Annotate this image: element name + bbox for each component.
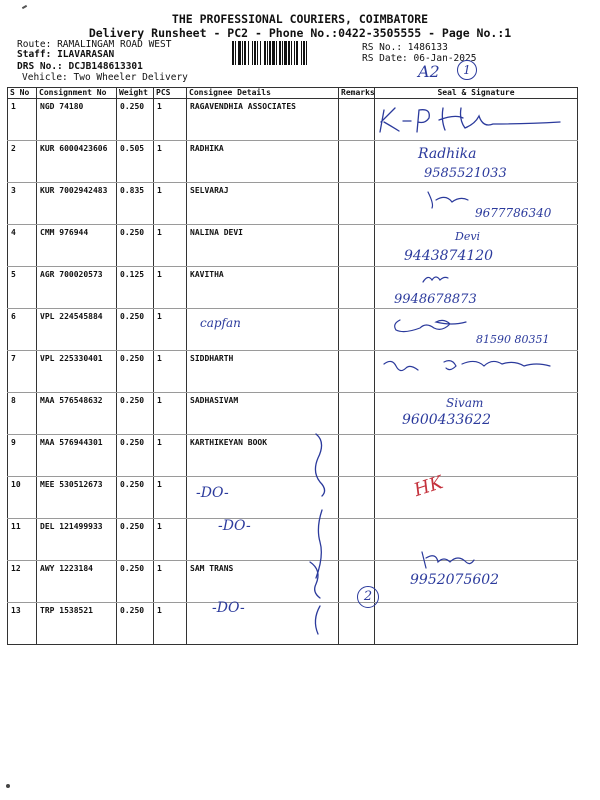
page-circle-text: 1 (463, 63, 471, 77)
table-row (8, 393, 578, 435)
count-circle-text: 2 (363, 589, 373, 604)
row-remarks (339, 267, 375, 309)
row-remarks (339, 183, 375, 225)
row-weight: 0.250 (117, 477, 154, 519)
row-pcs: 1 (154, 519, 187, 561)
row-sno: 8 (8, 393, 37, 435)
table-row (8, 603, 578, 645)
row-consignee: KAVITHA (187, 267, 339, 309)
row-remarks (339, 435, 375, 477)
column-header-remarks: Remarks (339, 88, 375, 99)
column-header-signature: Seal & Signature (375, 88, 578, 99)
row-consignment-no: KUR 7002942483 (37, 183, 117, 225)
row-pcs: 1 (154, 603, 187, 645)
row-pcs: 1 (154, 477, 187, 519)
row-remarks (339, 141, 375, 183)
row-signature (375, 603, 578, 645)
row-pcs: 1 (154, 225, 187, 267)
handwritten-name-row2: Radhika (418, 146, 477, 162)
row-sno: 11 (8, 519, 37, 561)
row-weight: 0.250 (117, 435, 154, 477)
table-row (8, 435, 578, 477)
handwritten-consignee-row6: capfan (200, 316, 241, 330)
row-consignee: NALINA DEVI (187, 225, 339, 267)
handwritten-phone-row7: 81590 80351 (476, 333, 550, 346)
row-consignment-no: VPL 224545884 (37, 309, 117, 351)
table-row (8, 267, 578, 309)
column-header-sno: S No (8, 88, 37, 99)
handwritten-phone-row5: 9443874120 (404, 248, 494, 264)
bracket-rows-12-13 (306, 558, 330, 638)
row-sno: 12 (8, 561, 37, 603)
row-consignee: SAM TRANS (187, 561, 339, 603)
row-consignment-no: CMM 976944 (37, 225, 117, 267)
column-header-consignment: Consignment No (37, 88, 117, 99)
rs-number-line (362, 42, 448, 53)
signature-row1 (375, 104, 565, 136)
row-remarks (339, 99, 375, 141)
row-sno: 2 (8, 141, 37, 183)
row-consignment-no: MAA 576548632 (37, 393, 117, 435)
row-consignment-no: AWY 1223184 (37, 561, 117, 603)
row-weight: 0.250 (117, 225, 154, 267)
row-consignment-no: NGD 74180 (37, 99, 117, 141)
ditto-mark-row10: -DO- (196, 485, 229, 501)
vehicle-value: Two Wheeler Delivery (73, 72, 188, 83)
row-signature (375, 435, 578, 477)
ditto-mark-row13: -DO- (212, 600, 245, 616)
row-consignment-no: VPL 225330401 (37, 351, 117, 393)
signature-row3 (424, 188, 476, 210)
runsheet-title: Delivery Runsheet - PC2 - Phone No.:0422-3505555 - Page No.:1 (88, 26, 512, 40)
pen-mark (22, 5, 27, 9)
row-consignee: RAGAVENDHIA ASSOCIATES (187, 99, 339, 141)
row-weight: 0.125 (117, 267, 154, 309)
staff-value: ILAVARASAN (57, 49, 115, 60)
row-weight: 0.250 (117, 603, 154, 645)
row-sno: 4 (8, 225, 37, 267)
rs-date-label: RS Date: (362, 53, 408, 64)
row-remarks (339, 477, 375, 519)
drs-label: DRS No.: (17, 61, 63, 72)
row-sno: 5 (8, 267, 37, 309)
vehicle-label: Vehicle: (22, 72, 68, 83)
handwritten-name-row9: Sivam (446, 396, 484, 410)
table-header-row (8, 88, 578, 99)
row-weight: 0.250 (117, 393, 154, 435)
row-consignment-no: DEL 121499933 (37, 519, 117, 561)
row-consignee: SELVARAJ (187, 183, 339, 225)
row-pcs: 1 (154, 309, 187, 351)
ditto-mark-row11: -DO- (218, 518, 251, 534)
row-pcs: 1 (154, 561, 187, 603)
barcode (232, 41, 354, 65)
route-label: Route: (17, 39, 52, 50)
row-remarks (339, 603, 375, 645)
row-weight: 0.250 (117, 99, 154, 141)
rs-number-label: RS No.: (362, 42, 403, 53)
row-sno: 10 (8, 477, 37, 519)
table-row (8, 519, 578, 561)
handwritten-phone-row3: 9585521033 (424, 166, 507, 181)
row-sno: 9 (8, 435, 37, 477)
row-weight: 0.835 (117, 183, 154, 225)
row-consignment-no: AGR 700020573 (37, 267, 117, 309)
row-remarks (339, 309, 375, 351)
drs-value: DCJB148613301 (68, 61, 143, 72)
signature-row5 (420, 270, 450, 286)
row-sno: 13 (8, 603, 37, 645)
row-pcs: 1 (154, 183, 187, 225)
row-consignee: SIDDHARTH (187, 351, 339, 393)
row-remarks (339, 519, 375, 561)
column-header-consignee: Consignee Details (187, 88, 339, 99)
row-consignee: SADHASIVAM (187, 393, 339, 435)
staff-label: Staff: (17, 49, 52, 60)
signature-row6 (390, 312, 470, 336)
row-weight: 0.250 (117, 351, 154, 393)
row-remarks (339, 393, 375, 435)
handwritten-page-mark: A2 (418, 62, 440, 81)
row-weight: 0.250 (117, 519, 154, 561)
row-pcs: 1 (154, 435, 187, 477)
row-consignment-no: TRP 1538521 (37, 603, 117, 645)
column-header-weight: Weight (117, 88, 154, 99)
column-header-pcs: PCS (154, 88, 187, 99)
row-remarks (339, 225, 375, 267)
row-sno: 6 (8, 309, 37, 351)
handwritten-phone-row3b: 9677786340 (475, 206, 552, 220)
handwritten-phone-row6: 9948678873 (394, 292, 477, 307)
handwritten-phone-row9: 9600433622 (402, 412, 492, 428)
handwritten-count-circle (357, 586, 379, 608)
row-consignment-no: KUR 6000423606 (37, 141, 117, 183)
drs-line (17, 61, 143, 72)
row-weight: 0.250 (117, 309, 154, 351)
table-row (8, 477, 578, 519)
staff-line (17, 49, 114, 60)
row-pcs: 1 (154, 99, 187, 141)
signature-row7 (380, 354, 560, 382)
vehicle-line (22, 72, 188, 83)
rs-number-value: 1486133 (407, 42, 448, 53)
row-pcs: 1 (154, 351, 187, 393)
row-pcs: 1 (154, 141, 187, 183)
row-weight: 0.505 (117, 141, 154, 183)
route-value: RAMALINGAM ROAD WEST (57, 39, 172, 50)
handwritten-red-initials: HK (411, 472, 446, 501)
row-sno: 1 (8, 99, 37, 141)
handwritten-name-row4: Devi (455, 230, 481, 243)
row-consignee: RADHIKA (187, 141, 339, 183)
row-consignment-no: MAA 576944301 (37, 435, 117, 477)
row-consignment-no: MEE 530512673 (37, 477, 117, 519)
signature-row12 (418, 548, 478, 572)
row-consignee: KARTHIKEYAN BOOK (187, 435, 339, 477)
row-pcs: 1 (154, 267, 187, 309)
rs-date-value: 06-Jan-2025 (413, 53, 477, 64)
row-signature (375, 477, 578, 519)
corner-mark (6, 784, 10, 788)
handwritten-phone-row12: 9952075602 (410, 572, 500, 588)
row-weight: 0.250 (117, 561, 154, 603)
row-sno: 7 (8, 351, 37, 393)
row-remarks (339, 351, 375, 393)
company-name: THE PROFESSIONAL COURIERS, COIMBATORE (171, 12, 429, 26)
row-sno: 3 (8, 183, 37, 225)
row-pcs: 1 (154, 393, 187, 435)
handwritten-page-circle (457, 60, 477, 80)
